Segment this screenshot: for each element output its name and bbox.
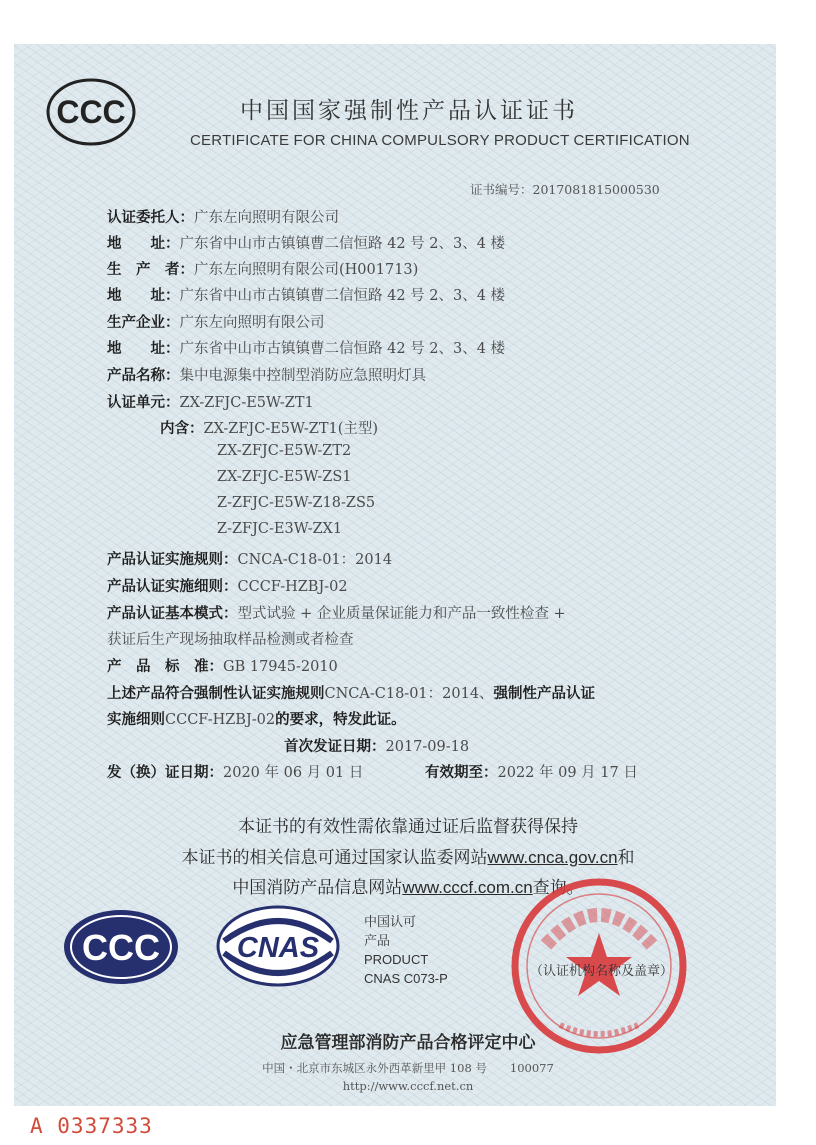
notice-line-1: 本证书的有效性需依靠通过证后监督获得保持	[238, 817, 578, 837]
mode-row	[107, 602, 566, 623]
notice-line-2	[0, 843, 816, 868]
cnas-logo-icon	[216, 905, 340, 987]
mode-row-continued	[107, 628, 354, 649]
mode-label: 产品认证基本模式：	[107, 606, 238, 622]
valid-value: 2022 年 09 月 17 日	[497, 765, 638, 781]
applicant-address-row	[107, 232, 505, 253]
authority-website[interactable]: http://www.cccf.net.cn	[342, 1079, 474, 1093]
applicant-value: 广东左向照明有限公司	[194, 210, 339, 226]
valid-label: 有效期至：	[425, 765, 498, 781]
first-issue-label: 首次发证日期：	[284, 739, 386, 755]
reissue-label: 发（换）证日期：	[107, 765, 223, 781]
manufacturer-address-label: 地 址：	[107, 288, 180, 304]
mode-value-continued: 获证后生产现场抽取样品检测或者检查	[107, 632, 354, 648]
standard-label: 产 品 标 准：	[107, 659, 223, 675]
serial-number: A 0337333	[30, 1114, 153, 1138]
cert-unit-value: ZX-ZFJC-E5W-ZT1	[179, 395, 314, 411]
ccc-logo-text: CCC	[56, 94, 126, 130]
first-issue-row	[284, 735, 469, 756]
model-item: ZX-ZFJC-E5W-ZS1	[217, 469, 352, 485]
applicant-row	[107, 206, 339, 227]
rule-value: CNCA-C18-01：2014	[237, 552, 393, 568]
notice-text: 本证书的相关信息可通过国家认监委网站	[181, 848, 488, 868]
cnca-link[interactable]: www.cnca.gov.cn	[487, 848, 618, 867]
authority-address: 中国・北京市东城区永外西革新里甲 108 号 100077	[262, 1061, 554, 1075]
conformity-detail-rule: CCCF-HZBJ-02	[165, 712, 276, 728]
factory-address-row	[107, 337, 505, 358]
manufacturer-address-value: 广东省中山市古镇镇曹二信恒路 42 号 2、3、4 楼	[179, 288, 506, 304]
cccf-link[interactable]: www.cccf.com.cn	[402, 878, 533, 897]
conformity-rule: CNCA-C18-01：2014、	[324, 686, 494, 702]
rule-label: 产品认证实施规则：	[107, 552, 238, 568]
manufacturer-value: 广东左向照明有限公司(H001713)	[194, 262, 419, 278]
conformity-text: 的要求，特发此证。	[275, 712, 406, 728]
valid-row	[425, 761, 638, 782]
conformity-text: 上述产品符合强制性认证实施规则	[107, 686, 325, 702]
product-name-label: 产品名称：	[107, 368, 180, 384]
cert-unit-label: 认证单元：	[107, 395, 180, 411]
factory-address-label: 地 址：	[107, 341, 180, 357]
accreditation-line: PRODUCT	[364, 952, 429, 967]
first-issue-value: 2017-09-18	[385, 739, 470, 755]
seal-caption: （认证机构名称及盖章）	[530, 964, 674, 979]
conformity-line-1	[107, 682, 595, 703]
accreditation-line: CNAS C073-P	[364, 971, 448, 986]
detail-rule-label: 产品认证实施细则：	[107, 579, 238, 595]
factory-row	[107, 311, 325, 332]
notice-text: 中国消防产品信息网站	[232, 878, 403, 898]
cnas-logo-text: CNAS	[236, 932, 320, 964]
certificate-number: 证书编号：2017081815000530	[470, 182, 660, 197]
applicant-address-value: 广东省中山市古镇镇曹二信恒路 42 号 2、3、4 楼	[179, 236, 506, 252]
accreditation-line: 产品	[364, 933, 391, 948]
model-item: ZX-ZFJC-E5W-ZT1(主型)	[203, 421, 379, 437]
notice-line-3	[0, 873, 816, 898]
manufacturer-row	[107, 258, 418, 279]
cert-unit-row	[107, 391, 314, 412]
applicant-address-label: 地 址：	[107, 236, 180, 252]
reissue-value: 2020 年 06 月 01 日	[223, 765, 364, 781]
mode-value: 型式试验 + 企业质量保证能力和产品一致性检查 +	[237, 606, 566, 622]
contains-label: 内含：	[160, 421, 204, 437]
ccc-mark-icon	[62, 908, 180, 986]
issuing-authority: 应急管理部消防产品合格评定中心	[280, 1033, 536, 1053]
model-item: ZX-ZFJC-E5W-ZT2	[217, 443, 352, 459]
detail-rule-row	[107, 575, 348, 596]
accreditation-line: 中国认可	[364, 914, 417, 929]
product-name-value: 集中电源集中控制型消防应急照明灯具	[179, 368, 426, 384]
reissue-row	[107, 761, 363, 782]
standard-value: GB 17945-2010	[223, 659, 338, 675]
model-item: Z-ZFJC-E5W-Z18-ZS5	[217, 495, 376, 511]
contains-row	[160, 417, 378, 438]
detail-rule-value: CCCF-HZBJ-02	[237, 579, 348, 595]
ccc-mark-text: CCC	[82, 927, 160, 968]
factory-value: 广东左向照明有限公司	[179, 315, 325, 331]
conformity-line-2	[107, 708, 406, 729]
conformity-text: 强制性产品认证	[493, 686, 596, 702]
certificate-title-cn: 中国国家强制性产品认证证书	[240, 98, 578, 124]
product-name-row	[107, 364, 426, 385]
ccc-logo	[46, 78, 136, 146]
manufacturer-address-row	[107, 284, 505, 305]
model-item: Z-ZFJC-E3W-ZX1	[217, 521, 343, 537]
accreditation-text	[364, 912, 448, 988]
rule-row	[107, 548, 392, 569]
factory-label: 生产企业：	[107, 315, 180, 331]
standard-row	[107, 655, 338, 676]
notice-text: 和	[617, 848, 635, 868]
conformity-text: 实施细则	[107, 712, 165, 728]
applicant-label: 认证委托人：	[107, 210, 194, 226]
factory-address-value: 广东省中山市古镇镇曹二信恒路 42 号 2、3、4 楼	[179, 341, 506, 357]
notice-text: 查询。	[532, 878, 584, 898]
certificate-title-en: CERTIFICATE FOR CHINA COMPULSORY PRODUCT CERTIFICATION	[190, 132, 690, 149]
manufacturer-label: 生 产 者：	[107, 262, 194, 278]
